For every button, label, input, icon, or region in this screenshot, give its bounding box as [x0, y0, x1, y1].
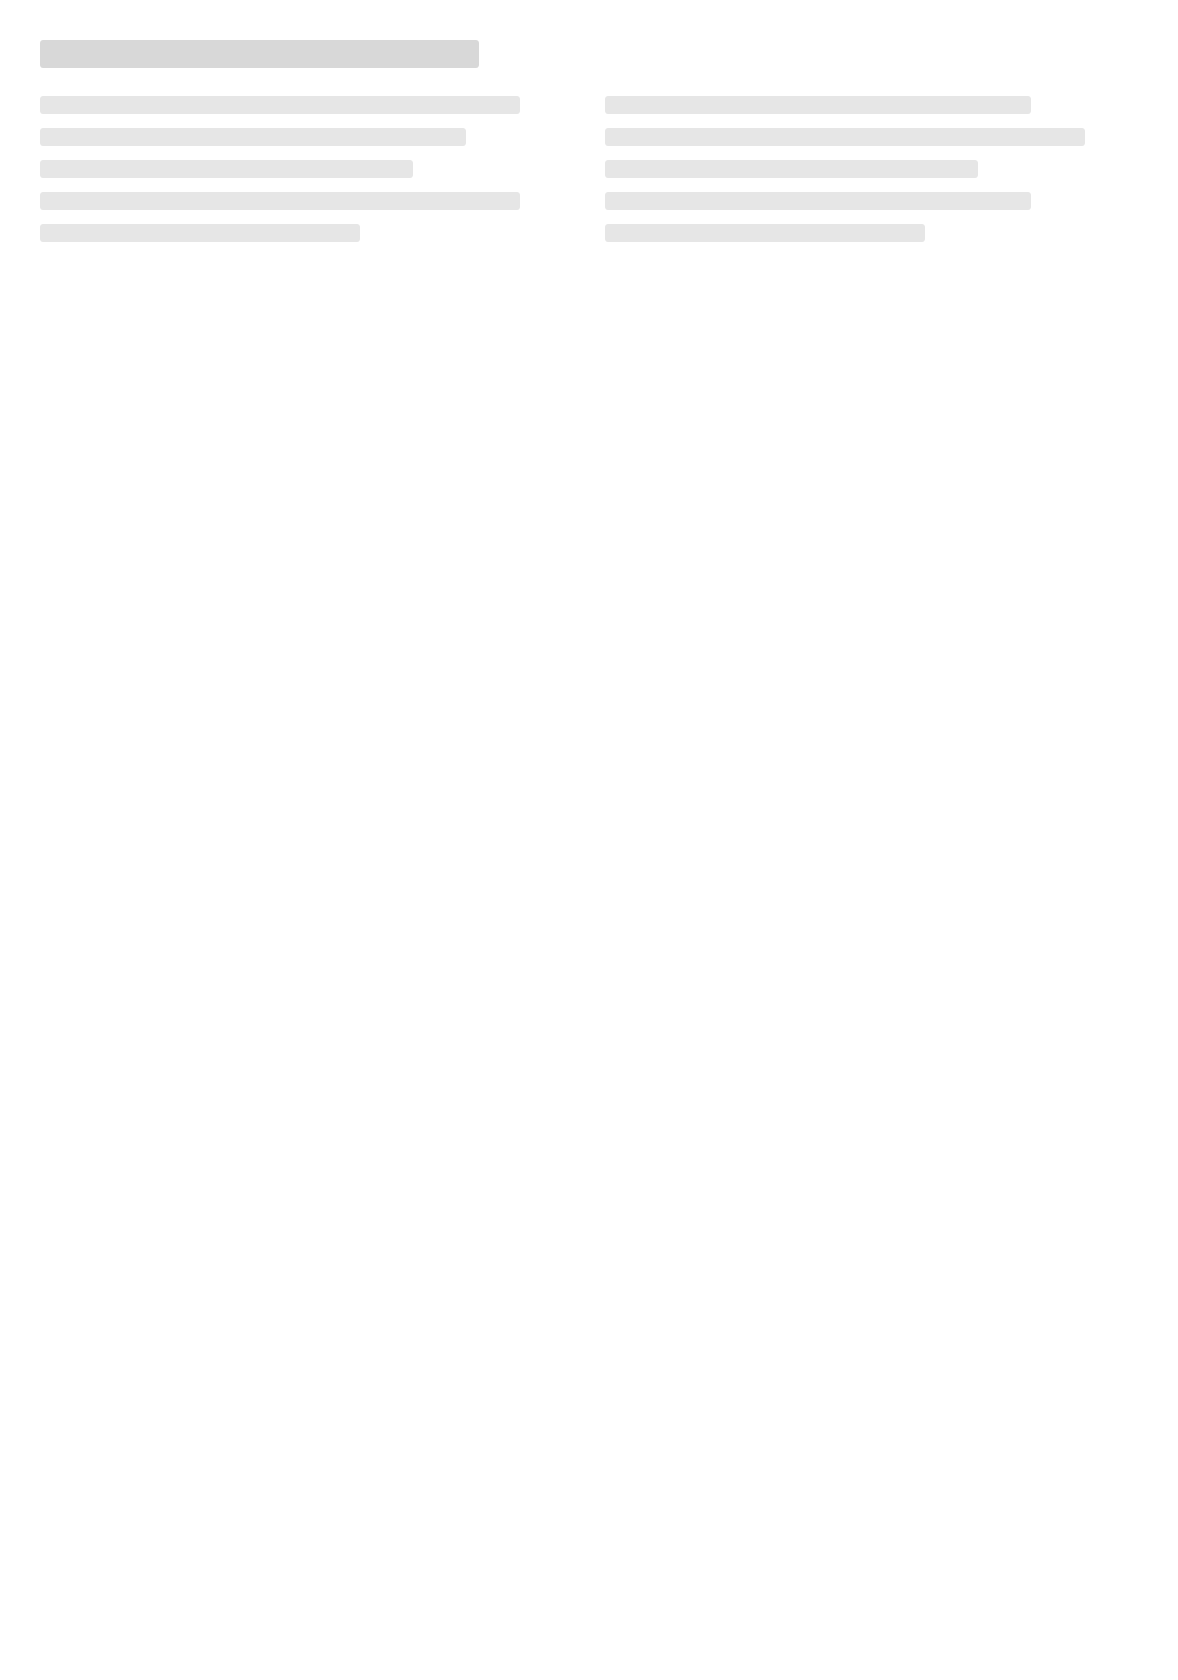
text-placeholder — [605, 96, 1031, 114]
text-placeholder — [40, 192, 520, 210]
text-placeholder — [40, 224, 360, 242]
text-placeholder — [40, 160, 413, 178]
text-placeholder — [605, 160, 978, 178]
title-placeholder — [40, 40, 479, 68]
column-1 — [40, 96, 573, 256]
column-2 — [605, 96, 1138, 256]
text-placeholder — [605, 128, 1085, 146]
text-placeholder — [40, 128, 466, 146]
text-placeholder — [40, 96, 520, 114]
text-placeholder — [605, 224, 925, 242]
text-placeholder — [605, 192, 1031, 210]
columns — [40, 96, 1138, 256]
